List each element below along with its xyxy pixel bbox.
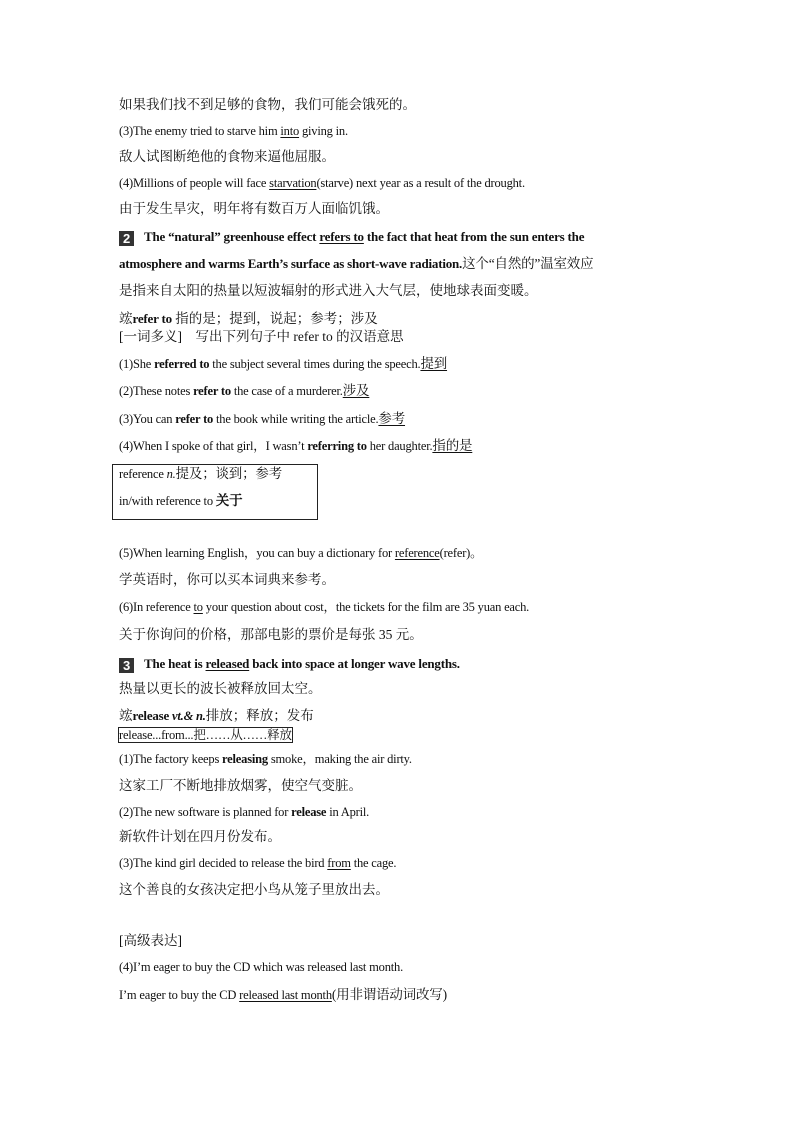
reference-note-line1: reference n.提及；谈到；参考 [119, 466, 282, 481]
answer-from: from [327, 856, 351, 870]
reference-note-line2: in/with reference to 关于 [119, 493, 243, 508]
section-3-sentence: 3 The heat is released back into space at longer wave lengths. [119, 654, 460, 674]
advanced-expression-tag: [高级表达] [119, 933, 182, 948]
polysemy-task: [一词多义] 写出下列句子中 refer to 的汉语意思 [119, 329, 404, 344]
release-item-1-cn: 这家工厂不断地排放烟雾，使空气变脏。 [119, 778, 362, 793]
answer-4: 指的是 [432, 438, 473, 453]
refer-item-3: (3)You can refer to the book while writing the article.参考 [119, 411, 406, 426]
section-3-translation: 热量以更长的波长被释放回太空。 [119, 681, 322, 696]
refer-to-definition: 竤refer to 指的是；提到，说起；参考；涉及 [119, 311, 378, 326]
section-number-3: 3 [119, 658, 134, 673]
answer-to: to [193, 600, 203, 614]
release-item-3: (3)The kind girl decided to release the bird from the cage. [119, 856, 397, 870]
release-definition: 竤release vt.& n.排放；释放；发布 [119, 708, 314, 723]
line-in-reference-to: (6)In reference to your question about cost，the tickets for the film are 35 yuan each. [119, 600, 530, 614]
bullet-icon: 竤 [119, 311, 133, 326]
refer-item-4: (4)When I spoke of that girl，I wasn’t referring to her daughter.指的是 [119, 438, 473, 453]
answer-reference: reference [394, 546, 440, 560]
advanced-sentence-2: I’m eager to buy the CD released last month(用非谓语动词改写) [119, 987, 447, 1002]
bullet-icon: 竤 [119, 708, 133, 723]
release-phrase: release...from...把……从……释放 [119, 728, 292, 742]
answer-starvation: starvation [269, 176, 317, 190]
section-number-2: 2 [119, 231, 134, 246]
refer-item-2: (2)These notes refer to the case of a murderer.涉及 [119, 383, 370, 398]
keyword-released: released [205, 656, 250, 671]
line-chinese-price: 关于你询问的价格，那部电影的票价是每张 35 元。 [119, 627, 423, 642]
release-item-1: (1)The factory keeps releasing smoke，making the air dirty. [119, 752, 412, 766]
advanced-sentence-1: (4)I’m eager to buy the CD which was released last month. [119, 960, 403, 974]
answer-1: 提到 [420, 356, 448, 371]
line-starve-into: (3)The enemy tried to starve him into giving in. [119, 124, 348, 138]
line-chinese-drought: 由于发生旱灾，明年将有数百万人面临饥饿。 [119, 201, 389, 216]
section-2-sentence-line2: atmosphere and warms Earth’s surface as short-wave radiation.这个“自然的”温室效应 [119, 256, 594, 271]
line-chinese-starve: 如果我们找不到足够的食物，我们可能会饿死的。 [119, 97, 416, 112]
line-starvation: (4)Millions of people will face starvation(starve) next year as a result of the drought. [119, 176, 525, 190]
line-chinese-enemy: 敌人试图断绝他的食物来逼他屈服。 [119, 149, 335, 164]
line-chinese-dictionary: 学英语时，你可以买本词典来参考。 [119, 572, 335, 587]
release-item-3-cn: 这个善良的女孩决定把小鸟从笼子里放出去。 [119, 882, 389, 897]
answer-2: 涉及 [342, 383, 370, 398]
release-item-2: (2)The new software is planned for release in April. [119, 805, 370, 819]
refer-item-1: (1)She referred to the subject several times during the speech.提到 [119, 356, 448, 371]
section-2-translation: 是指来自太阳的热量以短波辐射的形式进入大气层，使地球表面变暖。 [119, 283, 538, 298]
keyword-refers-to: refers to [319, 229, 364, 244]
answer-into: into [280, 124, 300, 138]
line-reference-dictionary: (5)When learning English，you can buy a dictionary for reference(refer)。 [119, 546, 483, 560]
release-item-2-cn: 新软件计划在四月份发布。 [119, 829, 281, 844]
section-2-sentence-line1: 2 The “natural” greenhouse effect refers to the fact that heat from the sun enters the [119, 227, 584, 247]
answer-3: 参考 [378, 411, 406, 426]
answer-released-last-month: released last month [239, 988, 332, 1002]
